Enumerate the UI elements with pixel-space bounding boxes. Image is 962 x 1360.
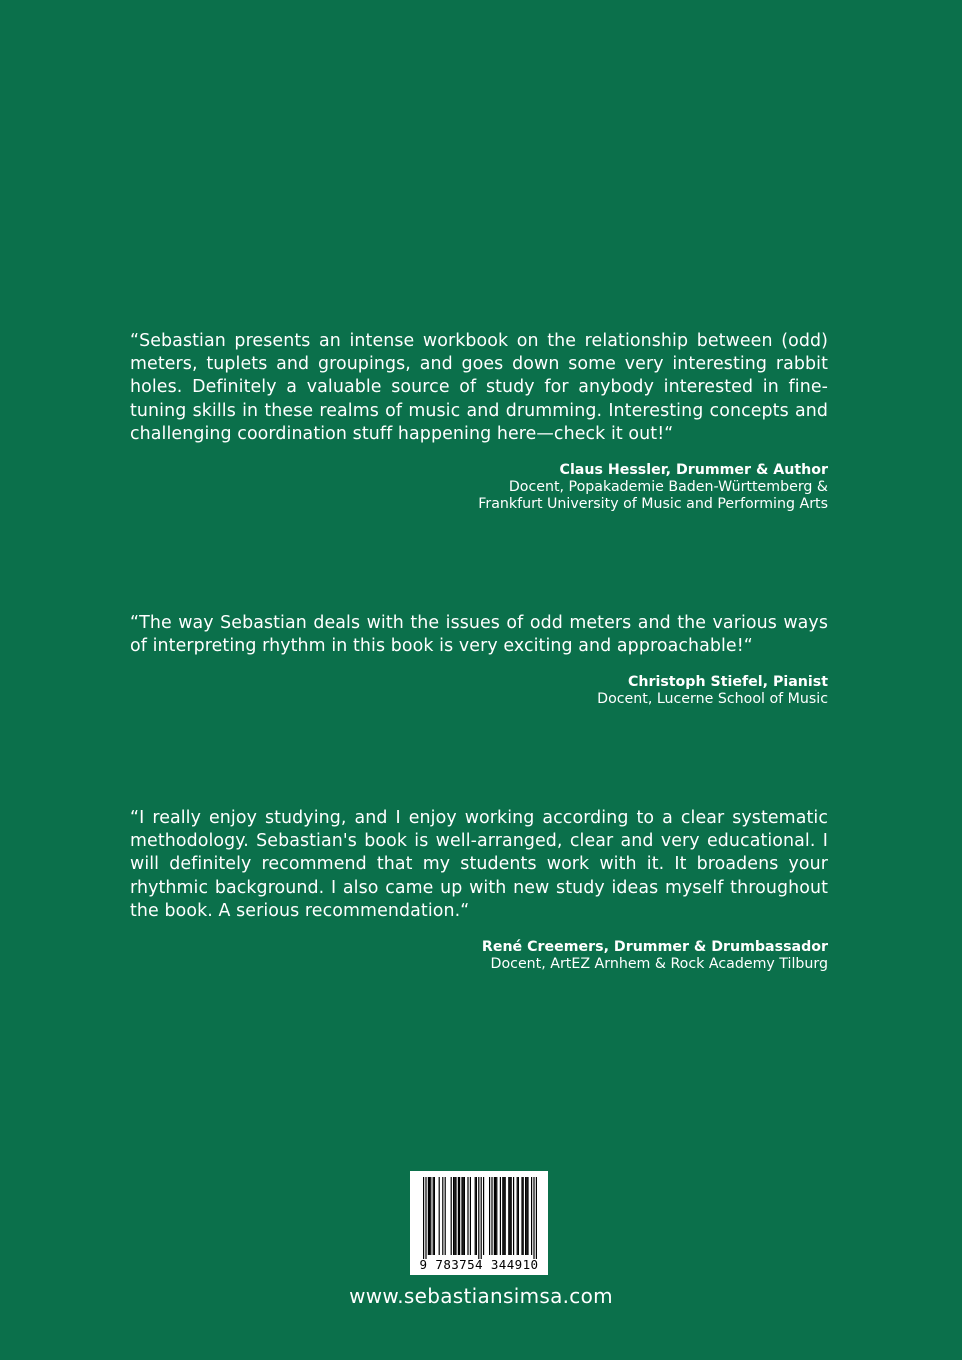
barcode-bar (533, 1177, 534, 1259)
isbn-barcode (410, 1171, 548, 1275)
barcode-bar (445, 1177, 446, 1255)
testimonial-quote: “Sebastian presents an intense workbook on the relationship between (odd) meters, tuplets and groupings, and goes down some very interesting rabbit holes. Definitely a valuable source of study for anybody interested in fine-tuning skills in these realms of music and drumming. Interesting concepts and challenging coordination stuff happening here—check it out!“ (130, 331, 828, 444)
barcode-bar (500, 1177, 501, 1255)
barcode-bar (428, 1177, 429, 1255)
barcode-bar (464, 1177, 465, 1255)
barcode-bar (455, 1177, 456, 1255)
barcode-bar (451, 1177, 452, 1255)
barcode-bar (481, 1177, 482, 1259)
testimonial-1 (130, 330, 828, 512)
barcode-bar (423, 1177, 424, 1259)
barcode-bar (459, 1177, 460, 1255)
barcode-bar (461, 1177, 462, 1255)
barcode-bar (523, 1177, 524, 1255)
barcode-bar (525, 1177, 526, 1255)
barcode-bar (531, 1177, 532, 1255)
barcode-bar (475, 1177, 476, 1255)
testimonial-role: Frankfurt University of Music and Performing Arts (478, 495, 828, 512)
testimonial-quote: “I really enjoy studying, and I enjoy working according to a clear systematic methodology. Sebastian's book is well-arranged, clear and very educational. I will definitely recommend that my students work with it. It broadens your rhythmic background. I also came up with new study ideas myself throughout the book. A serious recommendation.“ (130, 808, 828, 921)
barcode-bar (496, 1177, 497, 1255)
testimonial-author: Christoph Stiefel, Pianist (627, 674, 828, 691)
barcode-bar (527, 1177, 528, 1255)
barcode-bar (463, 1177, 464, 1255)
barcode-bar (453, 1177, 454, 1255)
barcode-bar (509, 1177, 510, 1255)
barcode-bar (494, 1177, 495, 1255)
barcode-bar (454, 1177, 455, 1255)
barcode-bar (526, 1177, 527, 1255)
isbn-number: 9 783754 344910 (419, 1257, 539, 1272)
barcode-bar (521, 1177, 522, 1255)
testimonial-role: Docent, Popakademie Baden-Württemberg & (508, 479, 828, 496)
barcode-bar (536, 1177, 537, 1259)
barcode-bar (517, 1177, 518, 1255)
barcode-bar (434, 1177, 435, 1255)
barcode-bar (425, 1177, 426, 1259)
testimonial-quote: “The way Sebastian deals with the issues of odd meters and the various ways of interpreting rhythm in this book is very exciting and approachable!“ (130, 613, 828, 657)
testimonial-attribution (130, 674, 828, 708)
testimonial-attribution (130, 939, 828, 973)
barcode-bar (503, 1177, 504, 1255)
barcode-bar (433, 1177, 434, 1255)
testimonial-author: Claus Hessler, Drummer & Author (559, 462, 828, 479)
testimonial-role: Docent, Lucerne School of Music (597, 691, 828, 708)
barcode-bar (518, 1177, 519, 1255)
barcode-bar (513, 1177, 514, 1255)
barcode-bar (442, 1177, 443, 1255)
barcode-bar (483, 1177, 484, 1255)
barcode-bar (491, 1177, 492, 1255)
barcode-bar (508, 1177, 509, 1255)
testimonial-2 (130, 612, 828, 708)
barcode-bar (458, 1177, 459, 1255)
testimonial-author: René Creemers, Drummer & Drumbassador (481, 939, 828, 956)
barcode-bar (495, 1177, 496, 1255)
barcode-bar (430, 1177, 431, 1255)
barcode-bar (505, 1177, 506, 1255)
barcode-bar (439, 1177, 440, 1255)
barcode-bar (489, 1177, 490, 1255)
barcode-bar (478, 1177, 479, 1259)
barcode-bar (467, 1177, 468, 1255)
testimonial-3 (130, 807, 828, 973)
testimonial-attribution (130, 462, 828, 512)
barcode-bar (476, 1177, 477, 1255)
barcode-bar (470, 1177, 471, 1255)
website-url: www.sebastiansimsa.com (349, 1284, 613, 1308)
testimonial-role: Docent, ArtEZ Arnhem & Rock Academy Tilburg (490, 956, 828, 973)
barcode-bar (502, 1177, 503, 1255)
barcode-bar (429, 1177, 430, 1255)
barcode-bar (511, 1177, 512, 1255)
